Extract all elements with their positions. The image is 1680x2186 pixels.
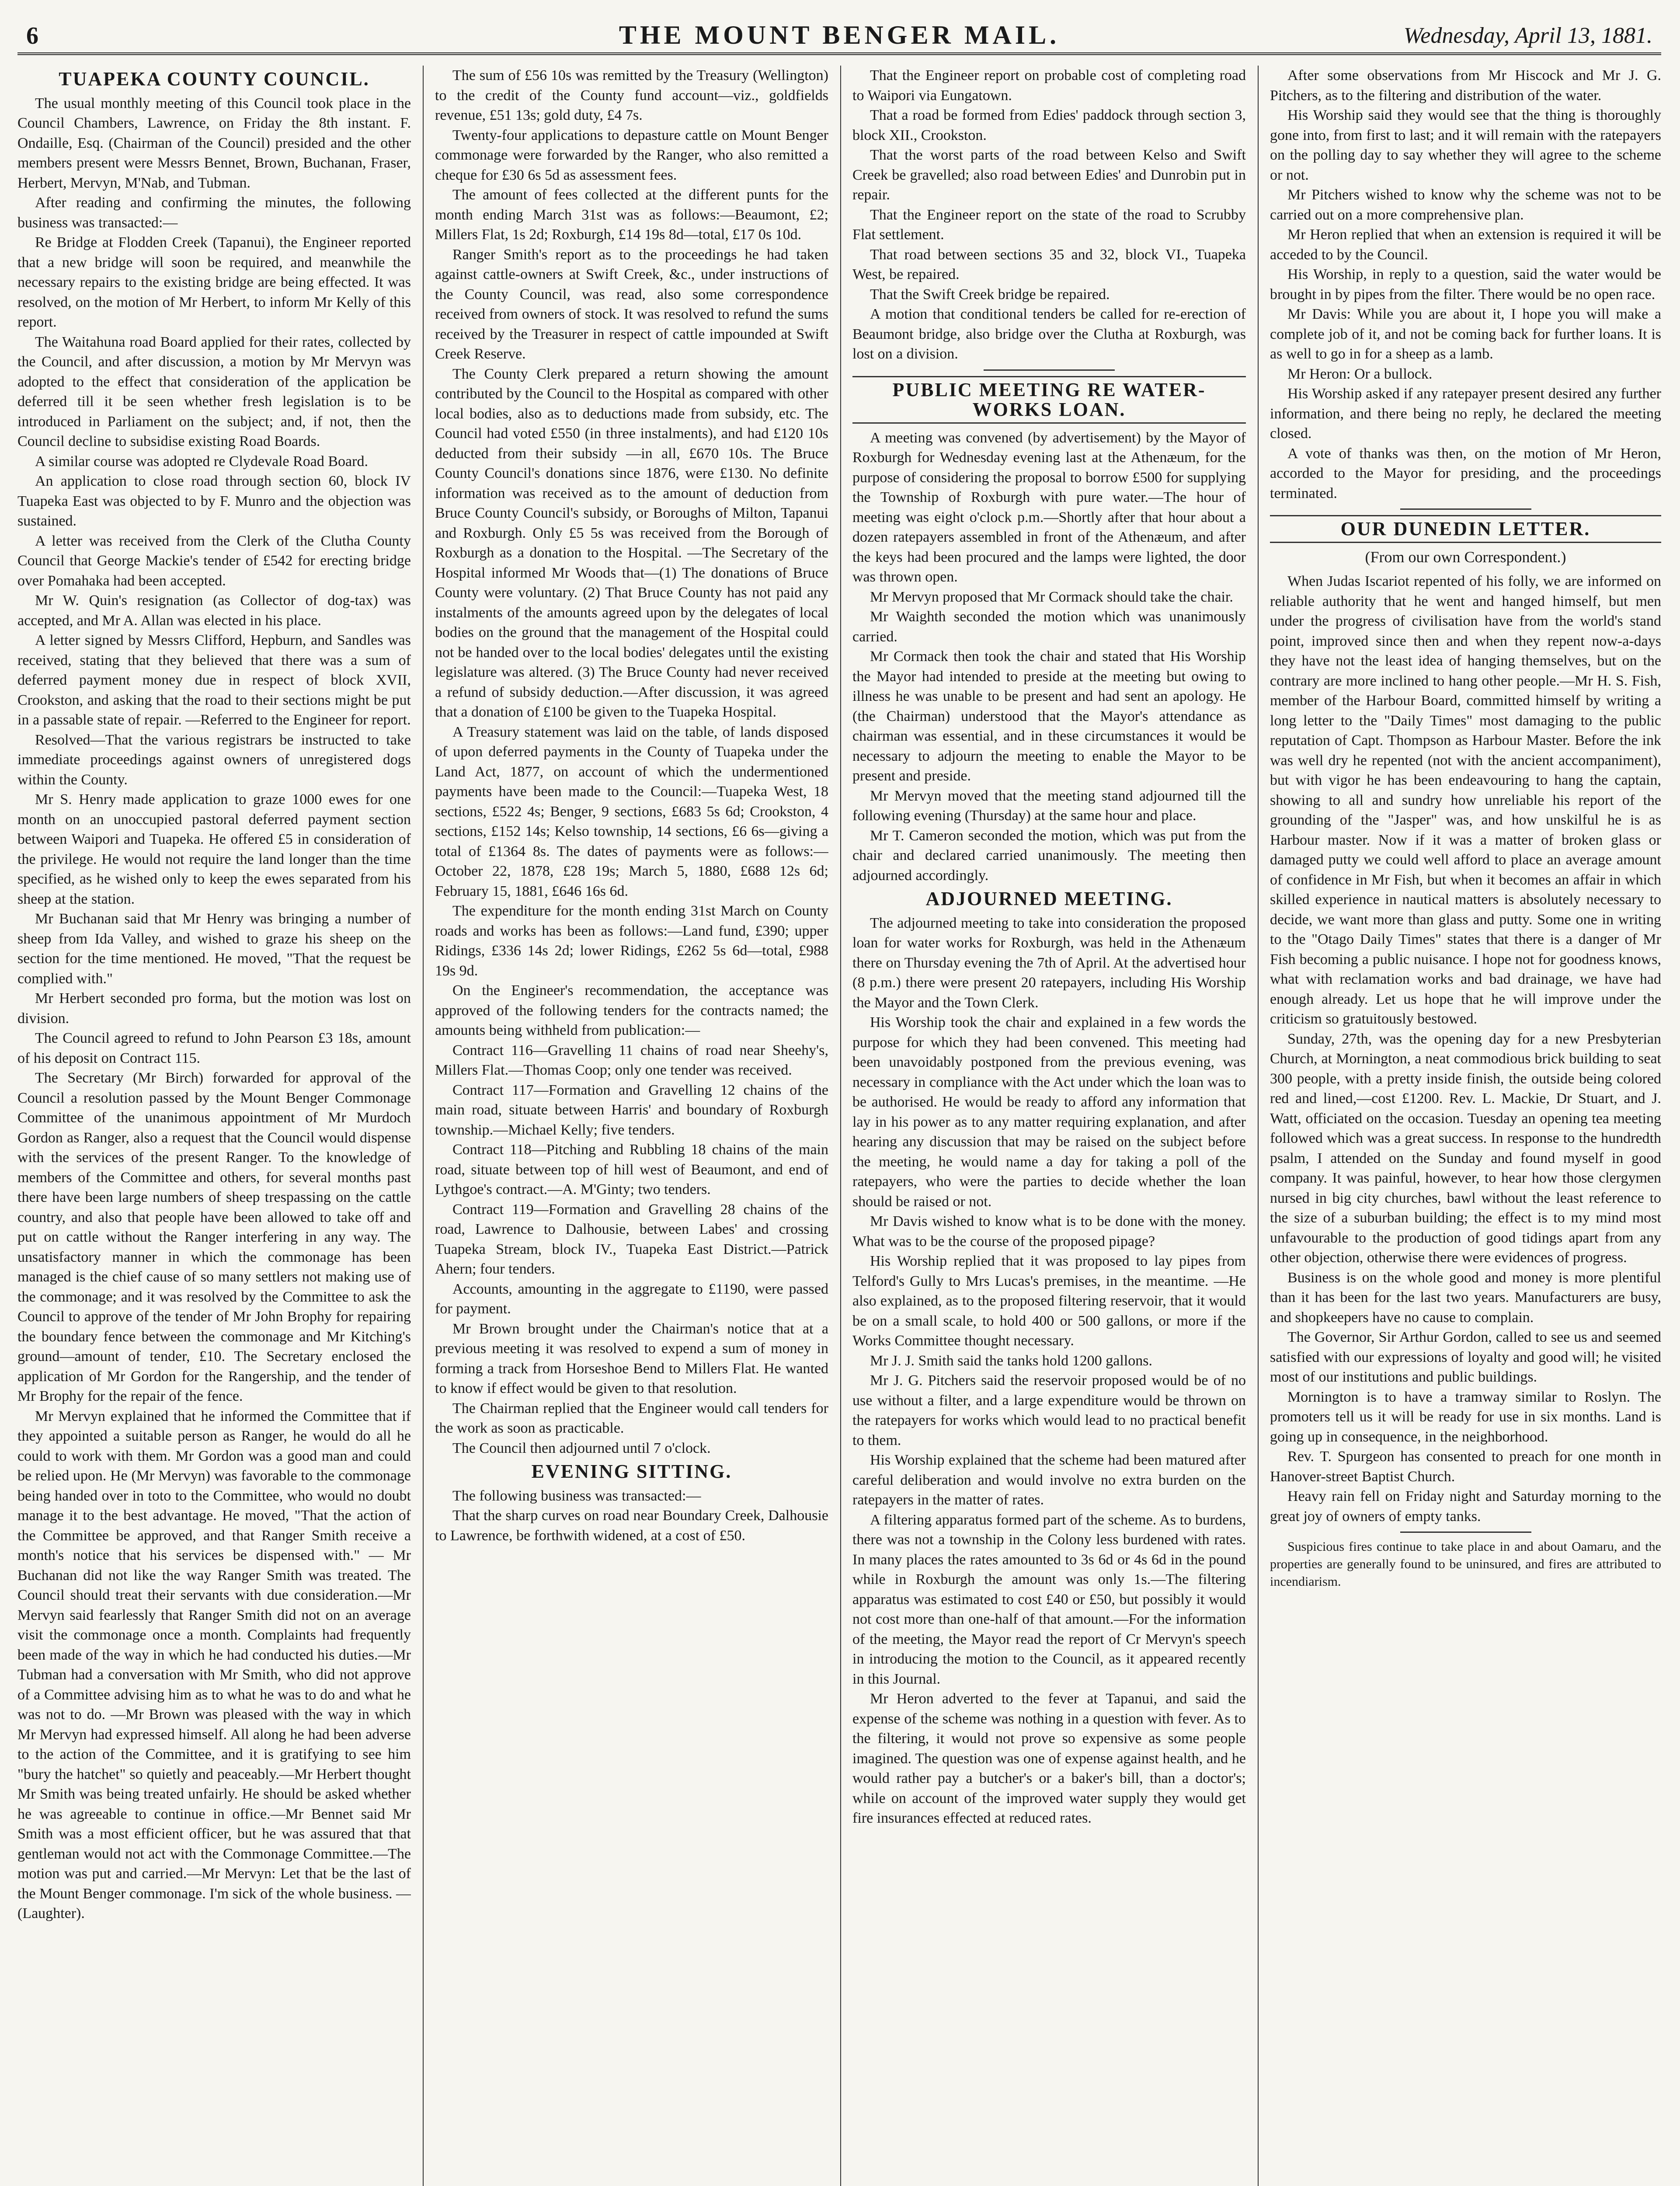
paragraph: Mr Waighth seconded the motion which was unanimously carried. [852,609,1246,645]
paragraph: That the Engineer report on probable cost of completing road to Waipori via Eungatown. [852,67,1246,104]
paragraph: That the worst parts of the road between Kelso and Swift Creek be gravelled; also road between Edies' and Dunrobin put in repair. [852,147,1246,203]
paragraph: That the Engineer report on the state of the road to Scrubby Flat settlement. [852,206,1246,243]
paragraph: His Worship, in reply to a question, said the water would be brought in by pipes from the filter. There would be no open race. [1270,266,1661,303]
paragraph: The Governor, Sir Arthur Gordon, called to see us and seemed satisfied with our expressions of loyalty and good will; he visited most of our institutions and public buildings. [1270,1329,1661,1385]
paragraph: On the Engineer's recommendation, the acceptance was approved of the following tenders for the contracts named; the amounts being withheld from publication:— [435,982,828,1038]
paragraph: Re Bridge at Flodden Creek (Tapanui), the Engineer reported that a new bridge will soon be required, and meanwhile the necessary repairs to the existing bridge are being effected. It was resolved, on the motion of Mr Herbert, to inform Mr Kelly of this report. [17,234,411,330]
paragraph: The Chairman replied that the Engineer would call tenders for the work as soon as practicable. [435,1400,828,1436]
column-1 [17,66,411,2186]
paragraph: A Treasury statement was laid on the table, of lands disposed of upon deferred payments in the County of Tuapeka under the Land Act, 1877, on account of which the undermentioned payments have been made to the Council:—Tuapeka West, 18 sections, £522 4s; Benger, 9 sections, £683 5s 6d; Crookston, 4 sections, £152 14s; Kelso township, 14 sections, £6 6s—giving a total of £1364 8s. The dates of payments were as follows:—October 22, 1878, £28 19s; March 5, 1880, £688 12s 6d; February 15, 1881, £646 16s 6d. [435,724,828,899]
paragraph: Business is on the whole good and money is more plentiful than it has been for the last two years. Manufacturers are busy, and shopkeepers have no cause to complain. [1270,1269,1661,1326]
paragraph: His Worship said they would see that the thing is thoroughly gone into, from first to last; and it will remain with the ratepayers on the polling day to say whether they will agree to the scheme or not. [1270,107,1661,183]
paragraph: Suspicious fires continue to take place in and about Oamaru, and the properties are generally found to be uninsured, and fires are attributed to incendiarism. [1270,1539,1661,1589]
columns [17,66,1661,2186]
issue-date: Wednesday, April 13, 1881. [1403,23,1652,48]
paragraph: After reading and confirming the minutes, the following business was transacted:— [17,195,411,231]
paragraph: A filtering apparatus formed part of the scheme. As to burdens, there was not a township in the Colony less burdened with rates. In many places the rates amounted to 3s 6d or 4s 6d in the pound while in Roxburgh the amount was only 1s.—The filtering apparatus was estimated to cost £40 or £50, but possibly it would not cost more than one-half of that amount.—For the information of the meeting, the Mayor read the report of Cr Mervyn's speech in introducing the motion to the Council, as it appeared recently in this Journal. [852,1511,1246,1687]
paragraph: His Worship explained that the scheme had been matured after careful deliberation and would involve no extra burden on the ratepayers in the matter of rates. [852,1452,1246,1508]
paragraph: The following business was transacted:— [452,1487,701,1504]
article-title-dunedin: OUR DUNEDIN LETTER. [1270,515,1661,543]
paragraph: Twenty-four applications to depasture cattle on Mount Benger commonage were forwarded by the Ranger, who also remitted a cheque for £30 6s 5d as assessment fees. [435,127,828,183]
article-title-evening: EVENING SITTING. [531,1461,732,1482]
paragraph: The adjourned meeting to take into consideration the proposed loan for water works for Roxburgh, was held in the Athenæum there on Thursday evening the 7th of April. At the advertised hour (8 p.m.) there were present 20 ratepayers, including His Worship the Mayor and the Town Clerk. [852,915,1246,1011]
paragraph: Mr Mervyn moved that the meeting stand adjourned till the following evening (Thursday) at the same hour and place. [852,787,1246,824]
paragraph: The Council agreed to refund to John Pearson £3 18s, amount of his deposit on Contract 115. [17,1030,411,1066]
paragraph: Mornington is to have a tramway similar to Roslyn. The promoters tell us it will be ready for use in six months. Land is going up in consequence, in the neighborhood. [1270,1389,1661,1445]
paragraph: That the sharp curves on road near Boundary Creek, Dalhousie to Lawrence, be forthwith widened, at a cost of £50. [435,1507,828,1544]
paragraph: Mr Mervyn proposed that Mr Cormack should take the chair. [870,588,1233,605]
paragraph: Mr Davis: While you are about it, I hope you will make a complete job of it, and not be coming back for further loans. It is as well to go in for a sheep as a lamb. [1270,306,1661,362]
paragraph: Rev. T. Spurgeon has consented to preach for one month in Hanover-street Baptist Church. [1270,1448,1661,1485]
paragraph: Accounts, amounting in the aggregate to £1190, were passed for payment. [435,1281,828,1317]
paragraph: The Secretary (Mr Birch) forwarded for approval of the Council a resolution passed by the Mount Benger Commonage Committee of the unanimous appointment of Mr Murdoch Gordon as Ranger, also a request that the Council would dispense with the services of the present Ranger. To the knowledge of members of the Committee and others, for several months past there have been large numbers of sheep trespassing on the cattle country, and also that people have been allowed to take off and put on cattle without the Ranger interfering in any way. The unsatisfactory manner in which the commonage has been managed is the chief cause of so many settlers not making use of the commonage; and it was resolved by the Committee to ask the Council to approve of the tender of Mr John Brophy for repairing the boundary fence between the commonage and Mr Kitching's ground—amount of tender, £10. The Secretary enclosed the application of Mr Gordon for the Rangership, and the tender of Mr Brophy for the repair of the fence. [17,1070,411,1404]
paragraph: Contract 119—Formation and Gravelling 28 chains of the road, Lawrence to Dalhousie, between Labes' and crossing Tuapeka Stream, block IV., Tuapeka East District.—Patrick Ahern; four tenders. [435,1201,828,1277]
paragraph: Contract 117—Formation and Gravelling 12 chains of the main road, situate between Harris' and boundary of Roxburgh township.—Michael Kelly; five tenders. [435,1082,828,1138]
paragraph: That road between sections 35 and 32, block VI., Tuapeka West, be repaired. [852,246,1246,282]
paragraph: The County Clerk prepared a return showing the amount contributed by the Council to the Hospital as compared with other local bodies, also as to deductions made from subsidy, etc. The Council had voted £550 (in three instalments), and had £120 10s deducted from their subsidy —in all, £670 10s. The Bruce County Council's donations since 1876, were £130. No definite information was received as to the amount of deduction from Bruce County Council's subsidy, or Boroughs of Milton, Tapanui and Roxburgh. Only £5 5s was received from the Borough of Roxburgh as a donation to the Hospital. —The Secretary of the Hospital informed Mr Woods that—(1) The donations of Bruce County were voluntary. (2) That Bruce County has not paid any instalments of the amounts agreed upon by the delegates of local bodies on the ground that the management of the Hospital could not be handed over to the local bodies' delegates until the existing legislature was altered. (3) The Bruce County had never received a refund of subsidy deduction.—After discussion, it was agreed that a donation of £100 be given to the Tuapeka Hospital. [435,365,828,720]
paragraph: Mr J. G. Pitchers said the reservoir proposed would be of no use without a filter, and a large expenditure would be thrown on the ratepayers for works which would lead to no practical benefit to them. [852,1372,1246,1448]
paragraph: His Worship took the chair and explained in a few words the purpose for which they had been convened. This meeting had been unavoidably postponed from the previous evening, was necessary in compliance with the Act under which the loan was to be authorised. He would be ready to afford any information that lay in his power as to any matter requiring explanation, and after hearing any discussion that may be raised on the subject before the meeting, he would name a day for taking a poll of the ratepayers, who were the parties to decide whether the loan should be raised or not. [852,1014,1246,1210]
paragraph: Mr Davis wished to know what is to be done with the money. What was to be the course of the proposed pipage? [852,1213,1246,1250]
paragraph: Mr Heron replied that when an extension is required it will be acceded to by the Council. [1270,226,1661,263]
paragraph: Contract 118—Pitching and Rubbling 18 chains of the main road, situate between top of hill west of Beaumont, and end of Lythgoe's contract.—A. M'Ginty; two tenders. [435,1142,828,1197]
article-council-part-1 [17,94,411,1924]
paragraph: Mr Heron adverted to the fever at Tapanui, and said the expense of the scheme was nothing in a question with fever. As to the filtering, it would not prove so expensive as some people imagined. The question was one of expense against health, and he would rather pay a butcher's or a baker's bill, than a doctor's; while on account of the improved water supply they would get fire insurances effected at reduced rates. [852,1691,1246,1826]
paragraph: Resolved—That the various registrars be instructed to take immediate proceedings against owners of unregistered dogs within the County. [17,731,411,788]
paragraph: The amount of fees collected at the different punts for the month ending March 31st was as follows:—Beaumont, £2; Millers Flat, 1s 2d; Roxburgh, £14 19s 8d—total, £17 0s 10d. [435,187,828,243]
paragraph: The Council then adjourned until 7 o'clock. [452,1440,711,1456]
column-3 [852,66,1246,2186]
paragraph: A letter was received from the Clerk of the Clutha County Council that George Mackie's tender of £542 for erecting bridge over Pomahaka had been accepted. [17,533,411,589]
paragraph: The sum of £56 10s was remitted by the Treasury (Wellington) to the credit of the County fund account—viz., goldfields revenue, £51 13s; gold duty, £4 7s. [435,67,828,123]
article-title-adjourned: ADJOURNED MEETING. [925,888,1173,909]
paragraph: Mr Mervyn explained that he informed the Committee that if they appointed a suitable person as Ranger, he would do all he could to work with them. Mr Gordon was a good man and could be relied upon. He (Mr Mervyn) was favorable to the commonage being handed over in toto to the Committee, who would no doubt manage it to the best advantage. He moved, "That the action of the Committee be approved, and that Ranger Smith receive a month's notice that his services be dispensed with." — Mr Buchanan did not like the way Ranger Smith was treated. The Council should treat their servants with due consideration.—Mr Mervyn said fearlessly that Ranger Smith did not on an average visit the commonage once a month. Complaints had frequently been made of the way in which he had conducted his duties.—Mr Tubman had a conversation with Mr Smith, who did not approve of a Committee advising him as to what he was to do and what he was not to do. —Mr Brown was pleased with the way in which Mr Mervyn had expressed himself. All along he had been adverse to the action of the Committee, and it is gratifying to see him "bury the hatchet" so quietly and peaceably.—Mr Herbert thought Mr Smith was being treated unfairly. He should be asked whether he was agreeable to continue in office.—Mr Bennet said Mr Smith was a most efficient officer, but he was assured that that gentleman would not act with the Commonage Committee.—The motion was put and carried.—Mr Mervyn: Let that be the last of the Mount Benger commonage. I'm sick of the whole business. —(Laughter). [17,1408,411,1921]
paragraph: A meeting was convened (by advertisement) by the Mayor of Roxburgh for Wednesday evening last at the Athenæum, for the purpose of considering the proposal to borrow £500 for supplying the Township of Roxburgh with pure water.—The hour of meeting was eight o'clock p.m.—Shortly after that hour about a dozen ratepayers assembled in front of the Athenæum, and after the keys had been procured and the lamps were lighted, the door was thrown open. [852,429,1246,585]
section-divider [984,369,1115,371]
paragraph: Contract 116—Gravelling 11 chains of road near Sheehy's, Millers Flat.—Thomas Coop; only one tender was received. [435,1042,828,1078]
paragraph: Mr J. J. Smith said the tanks hold 1200 gallons. [870,1352,1152,1369]
paragraph: The Waitahuna road Board applied for their rates, collected by the Council, and after discussion, a motion by Mr Mervyn was adopted to the effect that consideration of the application be deferred till it be seen whether fresh legislation is to be introduced in Parliament on the subject; and, if not, then the Council decline to subsidise existing Road Boards. [17,334,411,449]
paragraph: The expenditure for the month ending 31st March on County roads and works has been as follows:—Land fund, £390; upper Ridings, £336 14s 2d; lower Ridings, £262 5s 6d—total, £988 19s 9d. [435,903,828,979]
paragraph: Mr Brown brought under the Chairman's notice that at a previous meeting it was resolved to expend a sum of money in forming a track from Horseshoe Bend to Millers Flat. He wanted to know if effect would be given to that resolution. [435,1320,828,1396]
paragraph: Heavy rain fell on Friday night and Saturday morning to the great joy of owners of empty tanks. [1270,1488,1661,1525]
paragraph: Mr W. Quin's resignation (as Collector of dog-tax) was accepted, and Mr A. Allan was elected in his place. [17,592,411,629]
paragraph: After some observations from Mr Hiscock and Mr J. G. Pitchers, as to the filtering and distribution of the water. [1270,67,1661,104]
paragraph: Ranger Smith's report as to the proceedings he had taken against cattle-owners at Swift Creek, &c., under instructions of the County Council, was read, also some correspondence received from owners of stock. It was resolved to refund the sums received by the Treasurer in respect of cattle impounded at Swift Creek Reserve. [435,246,828,362]
paragraph: The usual monthly meeting of this Council took place in the Council Chambers, Lawrence, on Friday the 8th instant. F. Ondaille, Esq. (Chairman of the Council) presided and the other members present were Messrs Bennet, Brown, Buchanan, Fraser, Herbert, Mervyn, M'Nab, and Tubman. [17,95,411,191]
article-subtitle-dunedin: (From our own Correspondent.) [1365,548,1566,566]
paragraph: A similar course was adopted re Clydevale Road Board. [35,453,368,470]
masthead: THE MOUNT BENGER MAIL. [619,21,1060,49]
paragraph: An application to close road through section 60, block IV Tuapeka East was objected to by F. Munro and the objection was sustained. [17,473,411,529]
column-4 [1270,66,1661,2186]
paragraph: His Worship replied that it was proposed to lay pipes from Telford's Gully to Mrs Lucas's premises, in the meantime. —He also explained, as to the proposed filtering reservoir, that it would be on a small scale, to hold 400 or 500 gallons, or more if the Works Committee thought necessary. [852,1253,1246,1349]
page-number: 6 [26,22,38,49]
paragraph: Mr T. Cameron seconded the motion, which was put from the chair and declared carried unanimously. The meeting then adjourned accordingly. [852,827,1246,884]
page-header [17,17,1661,55]
paragraph: That a road be formed from Edies' paddock through section 3, block XII., Crookston. [852,107,1246,143]
article-title-water: PUBLIC MEETING RE WATER-WORKS LOAN. [852,376,1246,424]
paragraph: Mr Buchanan said that Mr Henry was bringing a number of sheep from Ida Valley, and wished to graze his sheep on the section for the time mentioned. He moved, "That the request be complied with." [17,911,411,987]
paragraph: Mr Pitchers wished to know why the scheme was not to be carried out on a more comprehensive plan. [1270,187,1661,223]
newspaper-page [17,17,1661,2186]
paragraph: A vote of thanks was then, on the motion of Mr Heron, accorded to the Mayor for presiding, and the proceedings terminated. [1270,445,1661,501]
paragraph: Sunday, 27th, was the opening day for a new Presbyterian Church, at Mornington, a neat commodious brick building to seat 300 people, with a pretty inside finish, the outside being colored red and lined,—cost £1200. Rev. L. Mackie, Dr Stuart, and J. Watt, officiated on the occasion. Tuesday an opening tea meeting followed which was a great success. In response to the hundredth psalm, I attended on the Sunday and found myself in good company. It was painful, however, to hear how those clergymen nursed in big city churches, bawl without the least reference to the size of a suburban building; the effect is to my mind most unfavourable to the production of good tidings apart from any other objection, otherwise there were evidences of progress. [1270,1030,1661,1266]
article-title-council: TUAPEKA COUNTY COUNCIL. [59,68,370,90]
paragraph: A motion that conditional tenders be called for re-erection of Beaumont bridge, also bridge over the Clutha at Roxburgh, was lost on a division. [852,306,1246,362]
article-council-part-2 [435,66,828,1458]
paragraph: Mr Herbert seconded pro forma, but the motion was lost on division. [17,990,411,1027]
paragraph: Mr S. Henry made application to graze 1000 ewes for one month on an unoccupied pastoral deferred payment section between Waipori and Tuapeka. He offered £5 in consideration of the privilege. He would not require the land longer than the time specified, as he wished only to keep the ewes separated from his sheep at the station. [17,791,411,907]
paragraph: When Judas Iscariot repented of his folly, we are informed on reliable authority that he went and hanged himself, but men under the progress of civilisation have from the world's stand point, improved since then and when they repent now-a-days they have not the least idea of hanging themselves, but on the contrary are more inclined to hang other people.—Mr H. S. Fish, member of the Harbour Board, committed himself by writing a long letter to the "Daily Times" most damaging to the public reputation of Capt. Thompson as Harbour Master. Before the ink was well dry he repented (not with the ancient accompaniment), but with vigor he has been endeavouring to hang the captain, showing to all and sundry how unreliable his report of the grounding of the "Jasper" was, and how unskilful he is as Harbour master. Now if it was a matter of broken glass or damaged putty we could well afford to place an average amount of confidence in Mr Fish, but when it becomes an affair in which skilled experience in nautical matters is absolutely necessary to decide, we want more than glass and putty. Some one in writing to the "Otago Daily Times" states that there is a danger of Mr Fish becoming a public nuisance. I hope not for goodness knows, what with reclamation works and bad drainage, we have had enough already. Let us hope that he will improve under the criticism so gratuitously bestowed. [1270,573,1661,1027]
paragraph: His Worship asked if any ratepayer present desired any further information, and there being no reply, he declared the meeting closed. [1270,386,1661,442]
paragraph: A letter signed by Messrs Clifford, Hepburn, and Sandles was received, stating that they believed that there was a sum of deferred payment money due in respect of block XVII, Crookston, and asking that the road to their sections might be put in a passable state of repair. —Referred to the Engineer for report. [17,632,411,728]
paragraph: That the Swift Creek bridge be repaired. [870,286,1110,303]
paragraph: Mr Cormack then took the chair and stated that His Worship the Mayor had intended to preside at the meeting but owing to illness he was unable to be present and had sent an apology. He (the Chairman) understood that the Mayor's attendance as chairman was essential, and in these circumstances it would be necessary to adjourn the meeting to enable the Mayor to be present and preside. [852,648,1246,784]
column-2 [435,66,828,2186]
section-divider [1400,1532,1531,1533]
paragraph: Mr Heron: Or a bullock. [1287,365,1433,382]
section-divider [1400,508,1531,510]
